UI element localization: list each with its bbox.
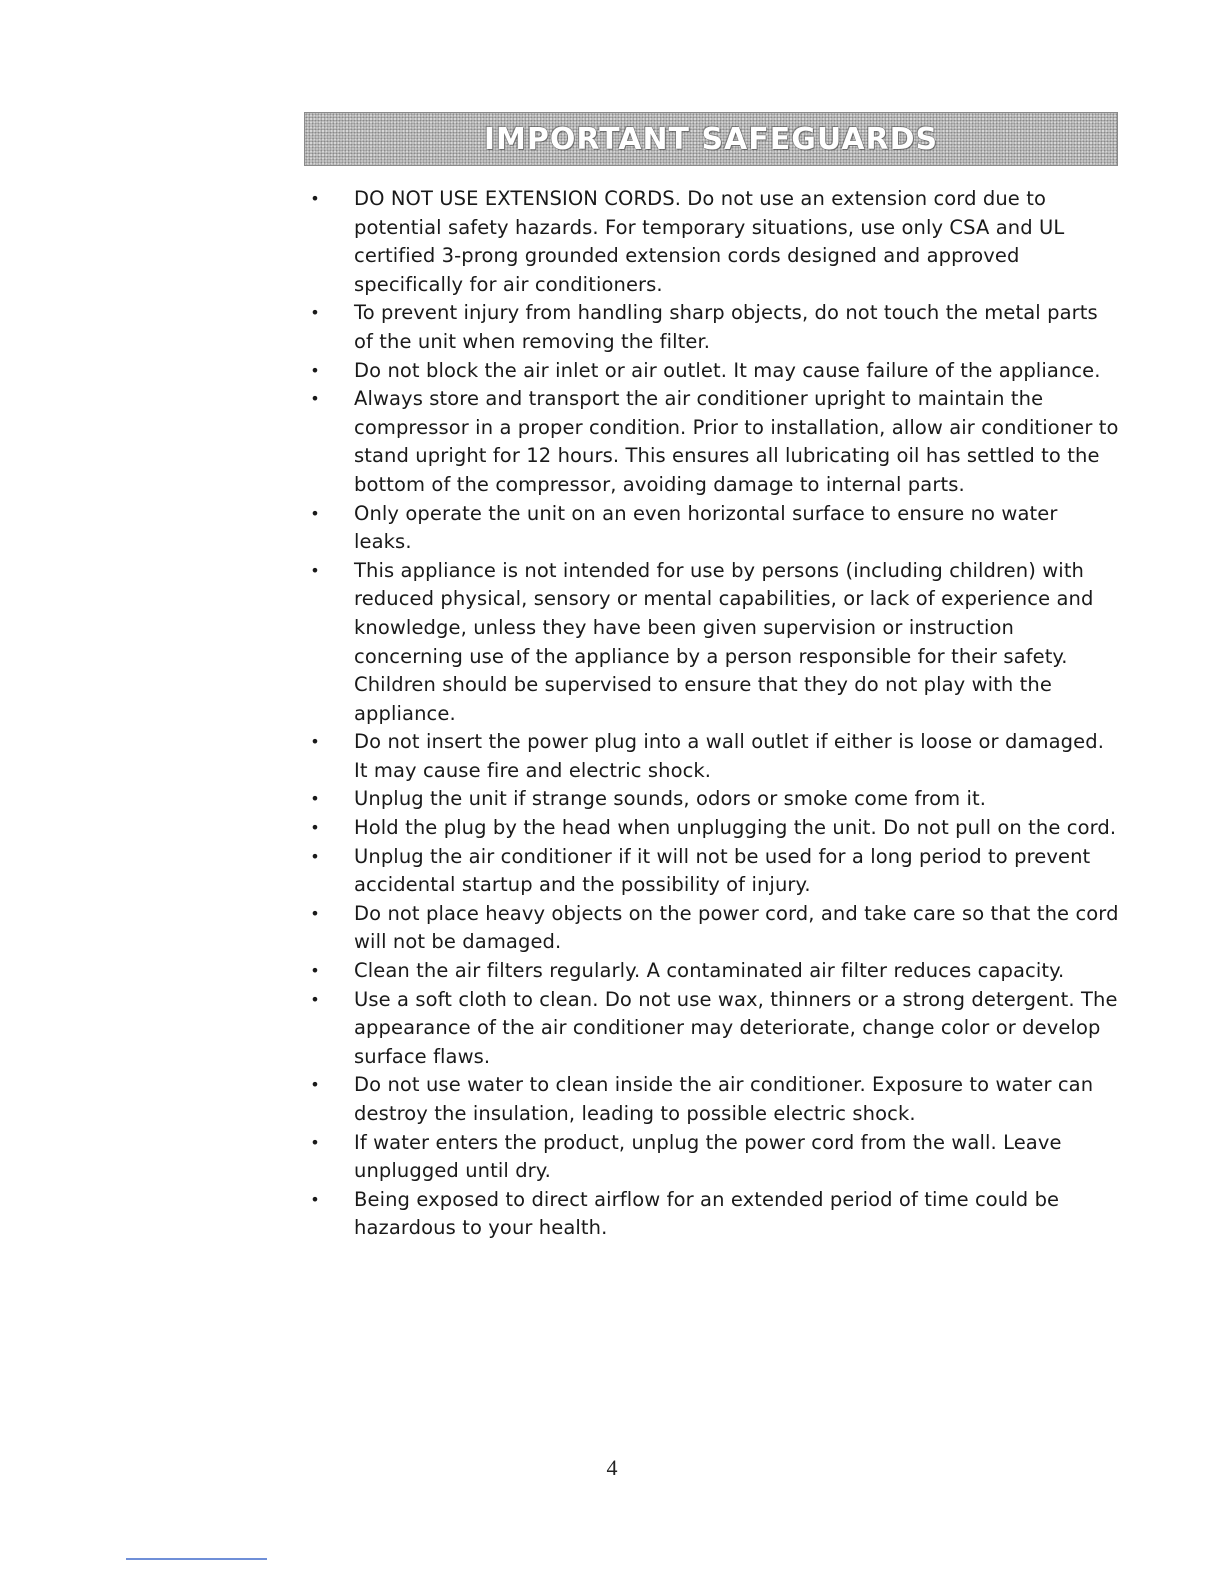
safeguard-item (310, 385, 1120, 499)
safeguard-item (310, 557, 1120, 729)
bullet-icon: • (310, 1075, 320, 1095)
safeguard-item (310, 957, 1120, 986)
safeguard-item (310, 785, 1120, 814)
section-title: IMPORTANT SAFEGUARDS (483, 121, 939, 157)
safeguard-text: If water enters the product, unplug the power cord from the wall. Leave unplugged until dry. (354, 1130, 1062, 1183)
safeguard-text: This appliance is not intended for use by persons (including children) with reduced physical, sensory or mental capabilities, or lack of experience and knowledge, unless they have been given supervision or instruction concerning use of the appliance by a person responsible for their safety. Children should be supervised to ensure that they do not play with the appliance. (354, 558, 1094, 725)
safeguard-item (310, 357, 1120, 386)
safeguard-text: Do not insert the power plug into a wall outlet if either is loose or damaged. It may cause fire and electric shock. (354, 730, 1104, 782)
safeguard-text: Do not block the air inlet or air outlet. It may cause failure of the appliance. (354, 358, 1101, 382)
safeguard-item (310, 1186, 1120, 1243)
bullet-icon: • (310, 389, 320, 409)
bullet-icon: • (310, 789, 320, 809)
safeguard-text: Being exposed to direct airflow for an extended period of time could be hazardous to your health. (354, 1187, 1060, 1240)
section-header-banner (304, 112, 1118, 166)
page-number: 4 (606, 1455, 618, 1480)
safeguard-item (310, 814, 1120, 843)
bullet-icon: • (310, 560, 320, 580)
safeguard-item (310, 1129, 1120, 1186)
safeguard-item (310, 843, 1120, 900)
safeguard-item (310, 1071, 1120, 1128)
safeguard-item (310, 728, 1120, 785)
bullet-icon: • (310, 503, 320, 523)
safeguard-item (310, 900, 1120, 957)
bullet-icon: • (310, 818, 320, 838)
bullet-icon: • (310, 360, 320, 380)
safeguard-item (310, 299, 1120, 356)
bullet-icon: • (310, 1132, 320, 1152)
bullet-icon: • (310, 846, 320, 866)
safeguard-text: To prevent injury from handling sharp objects, do not touch the metal parts of the unit when removing the filter. (354, 301, 1098, 353)
safeguard-text: Hold the plug by the head when unplugging the unit. Do not pull on the cord. (354, 816, 1117, 840)
safeguard-text: Clean the air filters regularly. A contaminated air filter reduces capacity. (354, 959, 1065, 983)
safeguard-item (310, 986, 1120, 1072)
bullet-icon: • (310, 303, 320, 323)
safeguard-text: DO NOT USE EXTENSION CORDS. Do not use an extension cord due to potential safety hazards. For temporary situations, use only CSA and UL certified 3-prong grounded extension cords designed and approved specifically for air conditioners. (354, 187, 1065, 296)
footer-rule (126, 1558, 267, 1560)
safeguards-list (310, 185, 1120, 1243)
safeguard-item (310, 185, 1120, 299)
bullet-icon: • (310, 1189, 320, 1209)
safeguard-text: Always store and transport the air conditioner upright to maintain the compressor in a proper condition. Prior to installation, allow air conditioner to stand upright for 12 hours. This ensures all lubricating oil has settled to the bottom of the compressor, avoiding damage to internal parts. (354, 387, 1119, 496)
bullet-icon: • (310, 732, 320, 752)
bullet-icon: • (310, 961, 320, 981)
safeguard-text: Use a soft cloth to clean. Do not use wax, thinners or a strong detergent. The appearance of the air conditioner may deteriorate, change color or develop surface flaws. (354, 987, 1118, 1068)
bullet-icon: • (310, 189, 320, 208)
bullet-icon: • (310, 903, 320, 923)
safeguard-text: Only operate the unit on an even horizontal surface to ensure no water leaks. (354, 501, 1058, 554)
bullet-icon: • (310, 989, 320, 1009)
safeguard-text: Unplug the air conditioner if it will not be used for a long period to prevent accidental startup and the possibility of injury. (354, 844, 1091, 897)
safeguard-item (310, 500, 1120, 557)
safeguard-text: Do not place heavy objects on the power cord, and take care so that the cord will not be damaged. (354, 901, 1119, 954)
safeguard-text: Unplug the unit if strange sounds, odors or smoke come from it. (354, 787, 987, 811)
safeguard-text: Do not use water to clean inside the air conditioner. Exposure to water can destroy the insulation, leading to possible electric shock. (354, 1073, 1094, 1125)
